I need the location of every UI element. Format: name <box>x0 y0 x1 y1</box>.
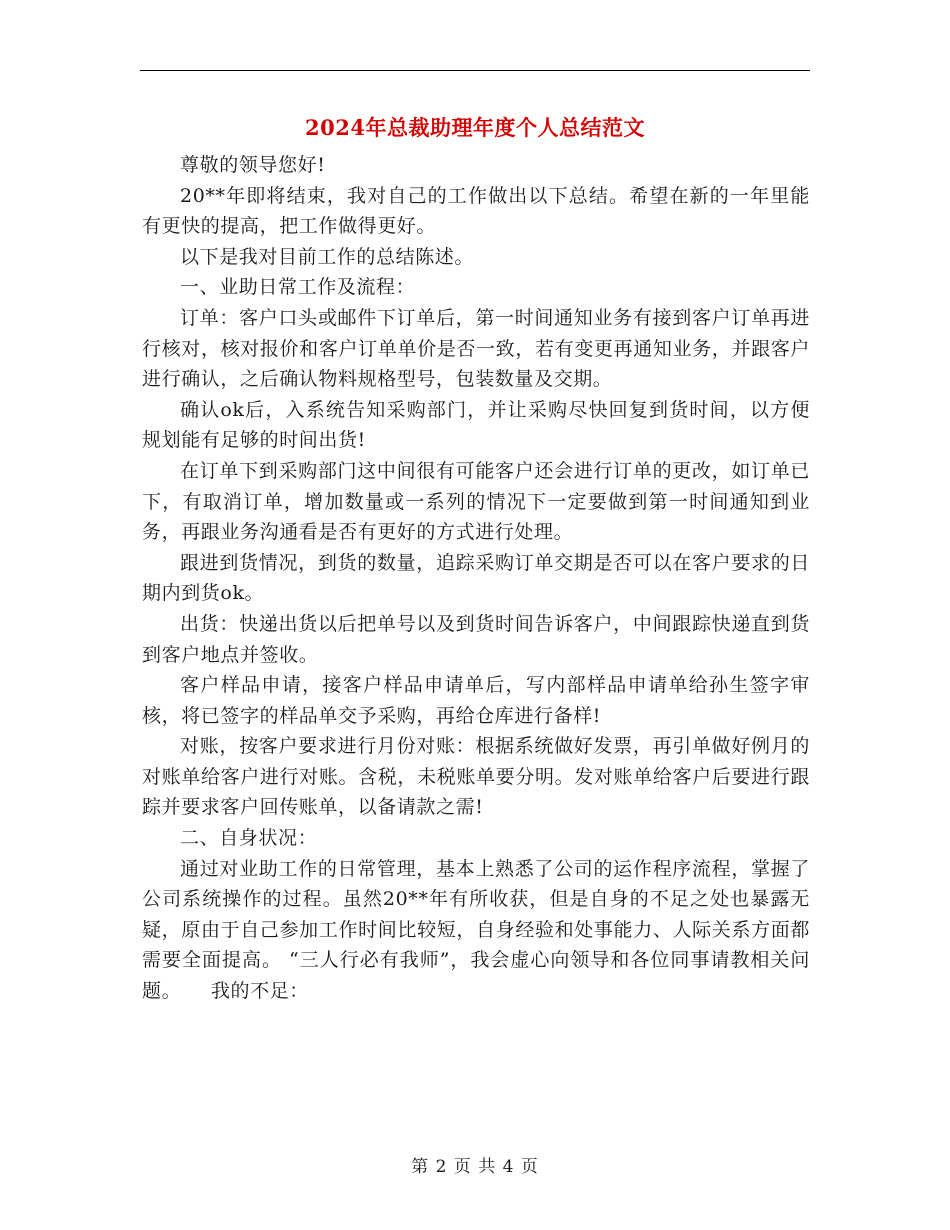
body-paragraph: 对账，按客户要求进行月份对账：根据系统做好发票，再引单做好例月的对账单给客户进行对账。含税，未税账单要分明。发对账单给客户后要进行跟踪并要求客户回传账单，以备请款之需! <box>142 735 810 819</box>
section-heading: 二、自身状况： <box>180 827 318 850</box>
body-paragraph: 确认ok后，入系统告知采购部门，并让采购尽快回复到货时间，以方便规划能有足够的时间出货! <box>142 398 810 452</box>
header-rule <box>140 70 810 71</box>
page-number: 第 2 页 共 4 页 <box>411 1157 539 1177</box>
body-paragraph: 通过对业助工作的日常管理，基本上熟悉了公司的运作程序流程，掌握了公司系统操作的过程。虽然20**年有所收获，但是自身的不足之处也暴露无疑，原由于自己参加工作时间比较短，自身经验和处事能力、人际关系方面都需要全面提高。 “三人行必有我师”，我会虚心向领导和各位同事请教相关问题。 我的不足： <box>142 857 810 1003</box>
section-heading: 一、业助日常工作及流程： <box>180 276 416 299</box>
body-paragraph: 20**年即将结束，我对自己的工作做出以下总结。希望在新的一年里能有更快的提高，把工作做得更好。 <box>142 184 810 238</box>
body-paragraph: 客户样品申请，接客户样品申请单后，写内部样品申请单给孙生签字审核，将已签字的样品单交予采购，再给仓库进行备样! <box>142 674 810 727</box>
body-paragraph: 出货：快递出货以后把单号以及到货时间告诉客户，中间跟踪快递直到货到客户地点并签收。 <box>142 612 810 666</box>
body-paragraph: 跟进到货情况，到货的数量，追踪采购订单交期是否可以在客户要求的日期内到货ok。 <box>142 551 810 605</box>
document-body <box>142 150 810 1007</box>
body-paragraph: 订单：客户口头或邮件下订单后，第一时间通知业务有接到客户订单再进行核对，核对报价和客户订单单价是否一致，若有变更再通知业务，并跟客户进行确认，之后确认物料规格型号，包装数量及交期。 <box>142 306 810 391</box>
greeting-paragraph: 尊敬的领导您好! <box>180 154 326 176</box>
document-title: 2024年总裁助理年度个人总结范文 <box>305 115 645 140</box>
body-paragraph: 在订单下到采购部门这中间很有可能客户还会进行订单的更改，如订单已下，有取消订单，增加数量或一系列的情况下一定要做到第一时间通知到业务，再跟业务沟通看是否有更好的方式进行处理。 <box>142 459 810 544</box>
body-paragraph: 以下是我对目前工作的总结陈述。 <box>180 245 475 268</box>
